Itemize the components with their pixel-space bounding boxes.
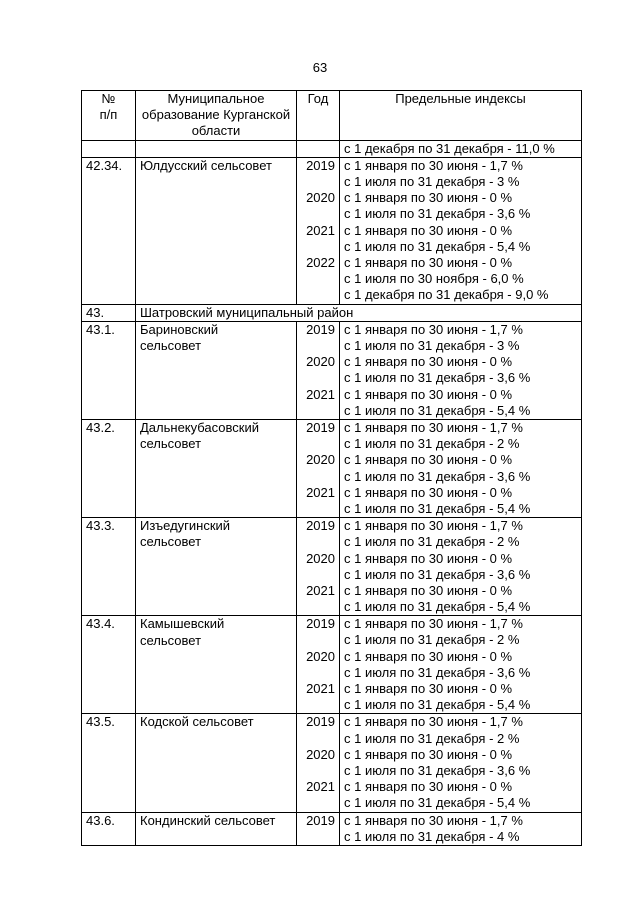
index-line: с 1 июля по 31 декабря - 2 %: [344, 632, 520, 648]
year-value: 2019: [306, 812, 335, 828]
name-line: Дальнекубасовский: [140, 419, 260, 435]
municipality-name: [136, 616, 297, 714]
year-cell: [297, 812, 340, 845]
municipality-name: [136, 812, 297, 845]
index-line: с 1 июля по 31 декабря - 5,4 %: [344, 500, 531, 516]
year-cell: [297, 616, 340, 714]
index-line: с 1 июля по 31 декабря - 3 %: [344, 337, 520, 353]
indices-cell: [340, 157, 582, 304]
row-number: 43.3.: [82, 518, 136, 616]
table-row: [82, 616, 582, 714]
name-line: Камышевский: [140, 616, 225, 632]
section-title: Шатровский муниципальный район: [136, 304, 582, 321]
page-number: 63: [312, 60, 328, 75]
year-value: 2020: [306, 190, 335, 206]
municipality-name: [136, 518, 297, 616]
year-value: 2021: [306, 779, 335, 795]
index-line: с 1 января по 30 июня - 0 %: [344, 746, 513, 762]
indices-cell: [340, 616, 582, 714]
year-value: 2021: [306, 222, 335, 238]
year-value: 2020: [306, 746, 335, 762]
year-value: 2019: [306, 518, 335, 534]
index-line: с 1 января по 30 июня - 0 %: [344, 354, 513, 370]
index-line: с 1 января по 30 июня - 0 %: [344, 779, 513, 795]
indices-cell: [340, 714, 582, 812]
index-line: с 1 июля по 31 декабря - 2 %: [344, 730, 520, 746]
index-line: с 1 июля по 31 декабря - 5,4 %: [344, 795, 531, 811]
row-number: 43.1.: [82, 321, 136, 419]
index-line: с 1 января по 30 июня - 1,7 %: [344, 321, 523, 337]
table-body: [82, 140, 582, 845]
index-line: с 1 января по 30 июня - 1,7 %: [344, 157, 523, 173]
table-row: [82, 518, 582, 616]
index-line: с 1 января по 30 июня - 0 %: [344, 222, 513, 238]
table-row: [82, 321, 582, 419]
index-line: с 1 января по 30 июня - 1,7 %: [344, 419, 523, 435]
index-line: с 1 июля по 31 декабря - 2 %: [344, 436, 520, 452]
year-value: 2019: [306, 616, 335, 632]
index-line: с 1 июля по 31 декабря - 5,4 %: [344, 599, 531, 615]
index-line: с 1 января по 30 июня - 1,7 %: [344, 616, 523, 632]
municipality-name: [136, 714, 297, 812]
table-row: [82, 419, 582, 517]
index-line: с 1 января по 30 июня - 0 %: [344, 254, 513, 270]
header-num: № п/п: [82, 91, 136, 141]
year-value: 2021: [306, 484, 335, 500]
name-line: Юлдусский сельсовет: [140, 157, 272, 173]
index-line: с 1 января по 30 июня - 0 %: [344, 648, 513, 664]
name-line: Кондинский сельсовет: [140, 812, 276, 828]
year-value: 2020: [306, 452, 335, 468]
indices-table: [81, 90, 582, 846]
year-value: 2021: [306, 681, 335, 697]
year-value: 2019: [306, 419, 335, 435]
index-line: с 1 декабря по 31 декабря - 9,0 %: [344, 287, 549, 303]
index-line: с 1 января по 30 июня - 0 %: [344, 190, 513, 206]
year-value: 2020: [306, 354, 335, 370]
index-line: с 1 января по 30 июня - 0 %: [344, 681, 513, 697]
table-row: [82, 157, 582, 304]
year-cell: [297, 714, 340, 812]
name-line: Изъедугинский: [140, 518, 231, 534]
index-line: с 1 января по 30 июня - 1,7 %: [344, 518, 523, 534]
indices-cell: [340, 812, 582, 845]
index-line: с 1 июля по 31 декабря - 3,6 %: [344, 664, 531, 680]
indices-cell: [340, 518, 582, 616]
municipality-name: [136, 419, 297, 517]
name-line: сельсовет: [140, 534, 202, 550]
section-row: [82, 304, 582, 321]
year-cell: [297, 419, 340, 517]
index-line: с 1 июля по 31 декабря - 5,4 %: [344, 402, 531, 418]
index-line: с 1 января по 30 июня - 0 %: [344, 386, 513, 402]
index-line: с 1 июля по 31 декабря - 3,6 %: [344, 206, 531, 222]
year-value: 2020: [306, 648, 335, 664]
table-header-row: [82, 91, 582, 141]
year-cell: [297, 157, 340, 304]
name-line: Кодской сельсовет: [140, 714, 254, 730]
name-line: Бариновский: [140, 321, 219, 337]
header-year: Год: [297, 91, 340, 141]
year-value: 2021: [306, 386, 335, 402]
index-line: с 1 января по 30 июня - 1,7 %: [344, 812, 523, 828]
index-line: с 1 июля по 31 декабря - 3,6 %: [344, 468, 531, 484]
row-number: 43.4.: [82, 616, 136, 714]
row-number: 43.: [82, 304, 136, 321]
year-value: 2021: [306, 582, 335, 598]
table-row: [82, 714, 582, 812]
municipality-name: [136, 157, 297, 304]
index-line: с 1 июля по 31 декабря - 5,4 %: [344, 697, 531, 713]
row-number: 43.5.: [82, 714, 136, 812]
year-cell: [297, 321, 340, 419]
header-municipality: Муниципальное образование Курганской области: [136, 91, 297, 141]
name-line: сельсовет: [140, 436, 202, 452]
indices-cell: [340, 321, 582, 419]
index-line: с 1 июля по 30 ноября - 6,0 %: [344, 271, 524, 287]
index-line: с 1 января по 30 июня - 0 %: [344, 582, 513, 598]
index-line: с 1 января по 30 июня - 1,7 %: [344, 714, 523, 730]
index-line: с 1 июля по 31 декабря - 4 %: [344, 828, 520, 844]
year-value: 2019: [306, 321, 335, 337]
index-line: с 1 июля по 31 декабря - 3,6 %: [344, 370, 531, 386]
index-line: с 1 июля по 31 декабря - 5,4 %: [344, 238, 531, 254]
year-value: 2019: [306, 714, 335, 730]
index-line: с 1 января по 30 июня - 0 %: [344, 550, 513, 566]
index-line: с 1 июля по 31 декабря - 2 %: [344, 534, 520, 550]
year-value: 2020: [306, 550, 335, 566]
year-value: 2019: [306, 157, 335, 173]
index-line: с 1 июля по 31 декабря - 3,6 %: [344, 566, 531, 582]
carryover-cell: с 1 декабря по 31 декабря - 11,0 %: [340, 140, 582, 157]
carryover-row: [82, 140, 582, 157]
table-row: [82, 812, 582, 845]
name-line: сельсовет: [140, 632, 202, 648]
row-number: 43.2.: [82, 419, 136, 517]
year-value: 2022: [306, 254, 335, 270]
name-line: сельсовет: [140, 337, 202, 353]
index-line: с 1 января по 30 июня - 0 %: [344, 452, 513, 468]
index-line: с 1 января по 30 июня - 0 %: [344, 484, 513, 500]
year-cell: [297, 518, 340, 616]
index-line: с 1 июля по 31 декабря - 3 %: [344, 174, 520, 189]
header-indices: Предельные индексы: [340, 91, 582, 141]
index-line: с 1 июля по 31 декабря - 3,6 %: [344, 763, 531, 779]
row-number: 42.34.: [82, 157, 136, 304]
row-number: 43.6.: [82, 812, 136, 845]
indices-cell: [340, 419, 582, 517]
municipality-name: [136, 321, 297, 419]
